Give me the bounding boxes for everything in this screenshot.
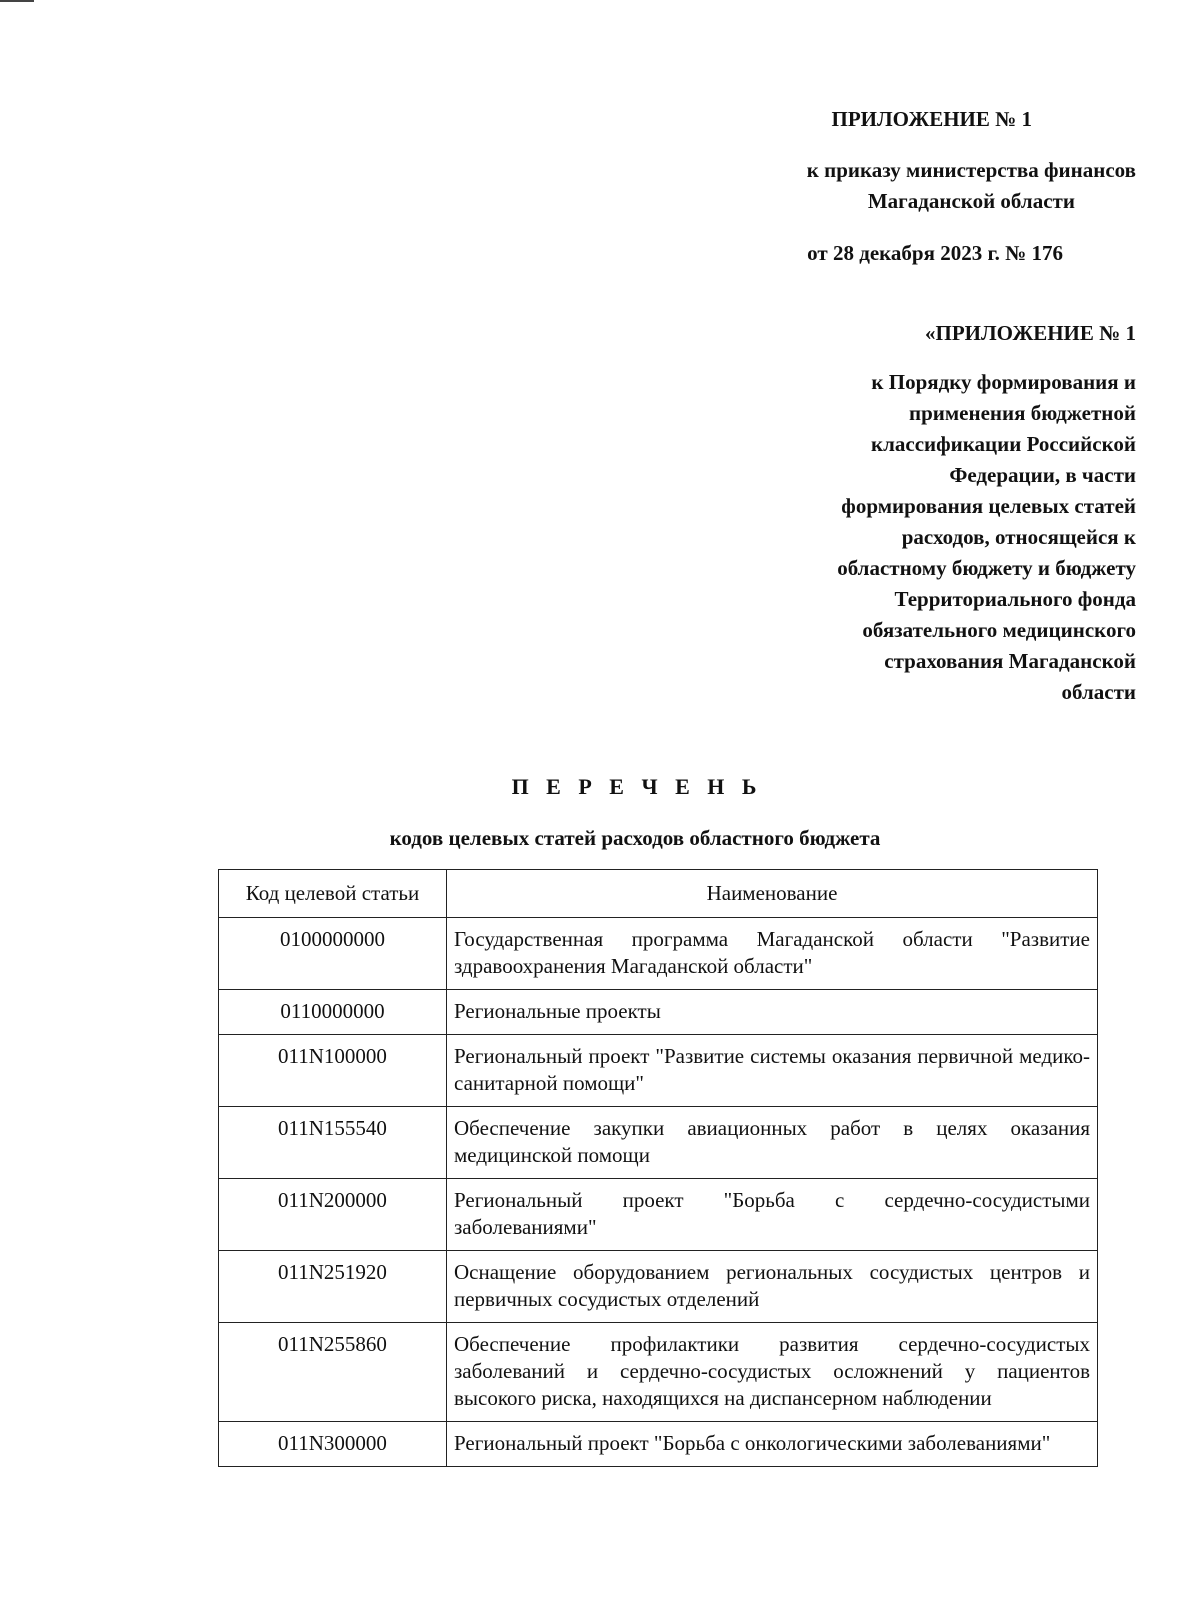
list-subtitle: кодов целевых статей расходов областного бюджета — [389, 826, 881, 850]
row-code: 0100000000 — [219, 918, 447, 990]
row-name: Оснащение оборудованием региональных сосудистых центров и первичных сосудистых отделений — [447, 1251, 1098, 1323]
appendix2-desc-line: расходов, относящейся к — [901, 525, 1136, 549]
row-code: 011N300000 — [219, 1422, 447, 1467]
row-code: 011N255860 — [219, 1323, 447, 1422]
table-row — [219, 1179, 1098, 1251]
list-title: П Е Р Е Ч Е Н Ь — [511, 774, 763, 799]
table-header-row — [219, 870, 1098, 918]
row-code: 011N251920 — [219, 1251, 447, 1323]
target-codes-table — [218, 869, 1098, 1467]
table-row — [219, 1422, 1098, 1467]
header-name: Наименование — [447, 870, 1098, 918]
appendix2-desc-line: формирования целевых статей — [841, 494, 1136, 518]
row-name: Региональный проект "Развитие системы оказания первичной медико-санитарной помощи" — [447, 1035, 1098, 1107]
row-name: Региональный проект "Борьба с онкологическими заболеваниями" — [447, 1422, 1098, 1467]
appendix2-desc-line: обязательного медицинского — [862, 618, 1136, 642]
row-name: Обеспечение закупки авиационных работ в целях оказания медицинской помощи — [447, 1107, 1098, 1179]
appendix2-desc-line: применения бюджетной — [909, 401, 1136, 425]
table-row — [219, 1323, 1098, 1422]
appendix1-date-text: от 28 декабря 2023 г. № 176 — [807, 241, 1063, 265]
appendix2-desc-line: к Порядку формирования и — [871, 370, 1136, 394]
appendix1-order-line: Магаданской области — [867, 189, 1075, 213]
appendix1-date — [807, 238, 1063, 269]
appendix2-title-text: «ПРИЛОЖЕНИЕ № 1 — [924, 321, 1136, 345]
row-name: Региональный проект "Борьба с сердечно-сосудистыми заболеваниями" — [447, 1179, 1098, 1251]
appendix2-desc-line: Федерации, в части — [949, 463, 1136, 487]
header-code: Код целевой статьи — [219, 870, 447, 918]
appendix2-desc-line: Территориального фонда — [894, 587, 1136, 611]
table-row — [219, 990, 1098, 1035]
appendix1-title — [831, 104, 1032, 135]
appendix1-order — [807, 155, 1136, 217]
row-name: Региональные проекты — [447, 990, 1098, 1035]
appendix1-title-text: ПРИЛОЖЕНИЕ № 1 — [831, 107, 1032, 131]
table-row — [219, 918, 1098, 990]
table-row — [219, 1035, 1098, 1107]
table-row — [219, 1107, 1098, 1179]
row-name: Государственная программа Магаданской области "Развитие здравоохранения Магаданской области" — [447, 918, 1098, 990]
scan-artifact — [0, 0, 34, 2]
appendix2-desc-line: области — [1061, 680, 1136, 704]
appendix2-desc-line: областному бюджету и бюджету — [837, 556, 1136, 580]
row-code: 011N100000 — [219, 1035, 447, 1107]
row-code: 0110000000 — [219, 990, 447, 1035]
row-name: Обеспечение профилактики развития сердечно-сосудистых заболеваний и сердечно-сосудистых осложнений у пациентов высокого риска, находящихся на диспансерном наблюдении — [447, 1323, 1098, 1422]
row-code: 011N155540 — [219, 1107, 447, 1179]
row-code: 011N200000 — [219, 1179, 447, 1251]
appendix2-description — [837, 367, 1136, 708]
table-row — [219, 1251, 1098, 1323]
appendix2-desc-line: страхования Магаданской — [884, 649, 1136, 673]
appendix1-order-line: к приказу министерства финансов — [806, 158, 1136, 182]
appendix2-title — [925, 318, 1136, 349]
appendix2-desc-line: классификации Российской — [871, 432, 1136, 456]
